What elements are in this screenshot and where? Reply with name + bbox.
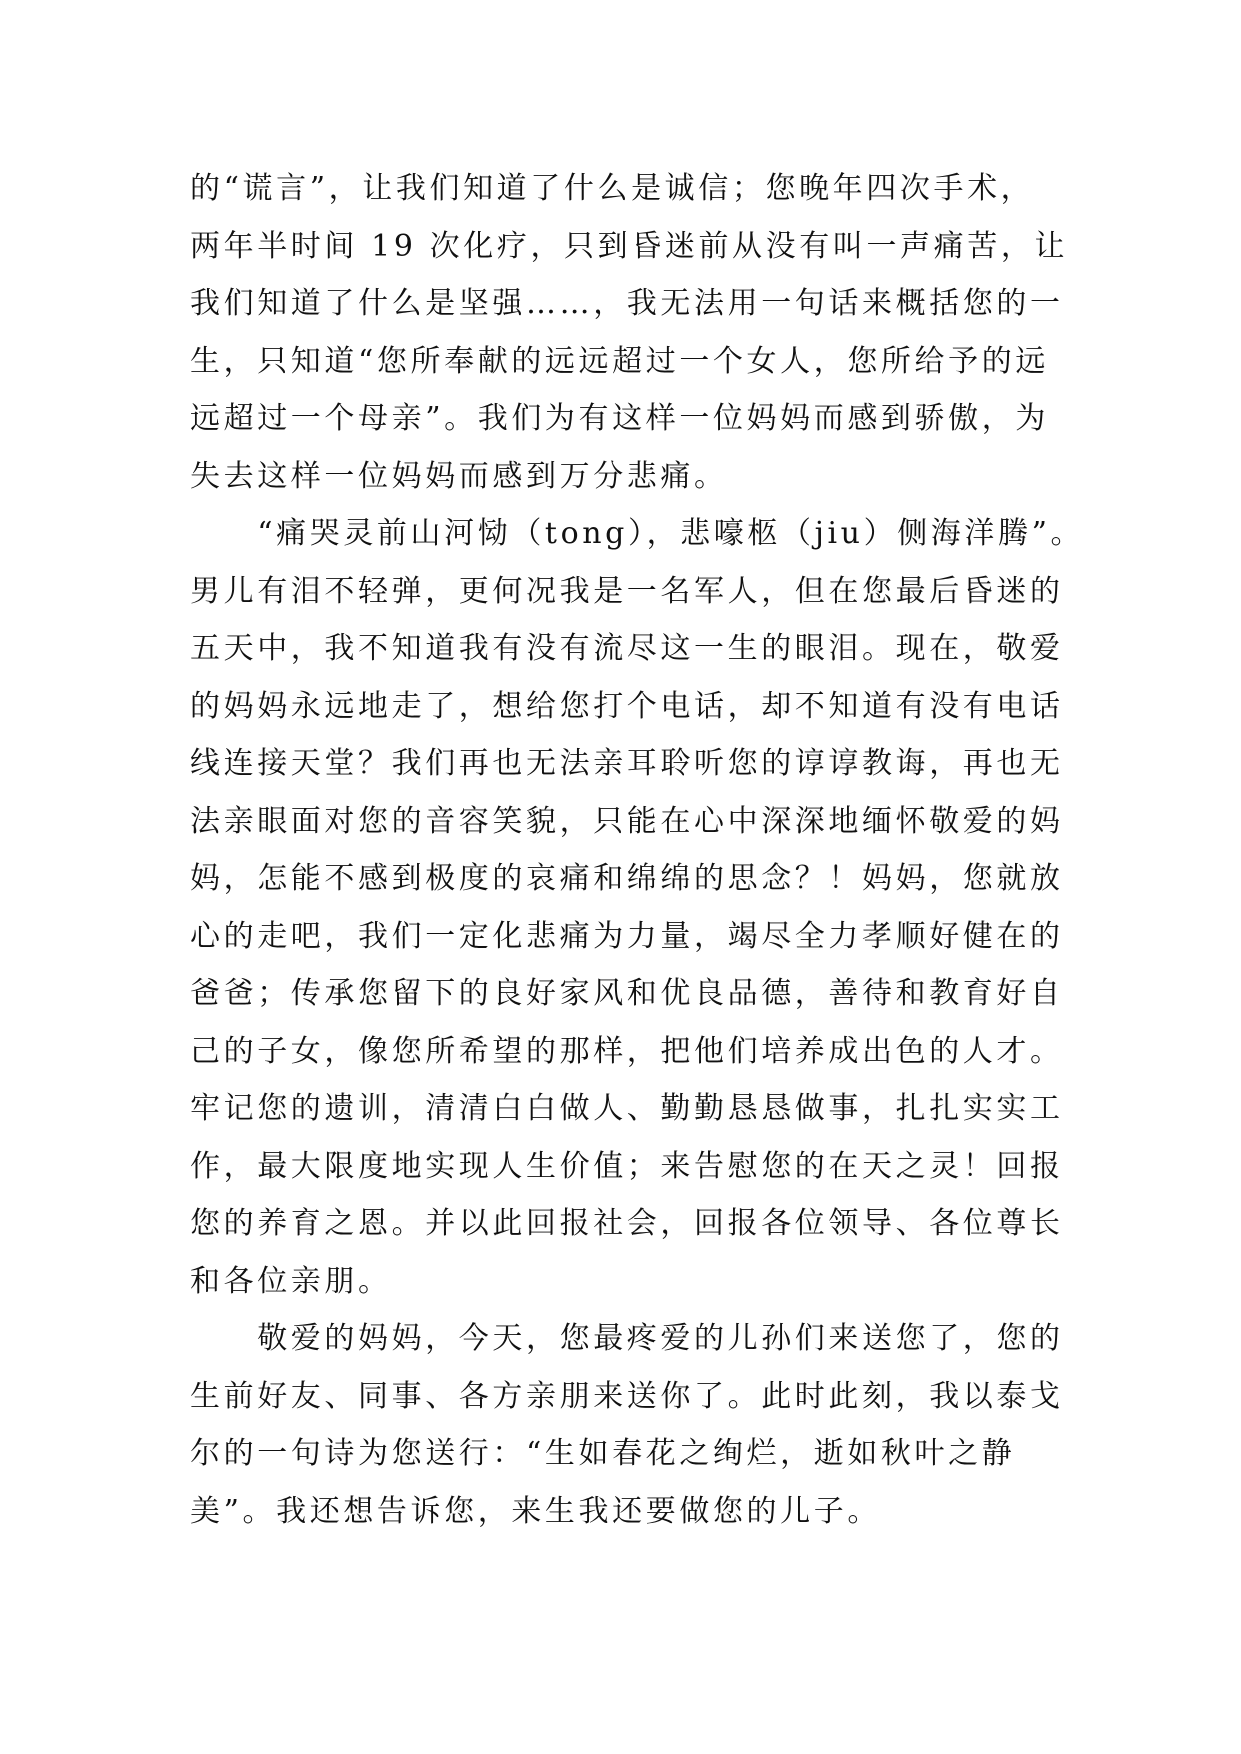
text-line: 法亲眼面对您的音容笑貌，只能在心中深深地缅怀敬爱的妈 [190, 803, 1064, 839]
text-line: “痛哭灵前山河恸（tong），悲嚎柩（jiu）侧海洋腾”。 [190, 516, 1085, 551]
body-text [190, 160, 1085, 1540]
text-line: 男儿有泪不轻弹，更何况我是一名军人，但在您最后昏迷的 [190, 573, 1064, 609]
text-line: 我们知道了什么是坚强……，我无法用一句话来概括您的一 [190, 286, 1064, 321]
text-line: 您的养育之恩。并以此回报社会，回报各位领导、各位尊长 [190, 1206, 1064, 1241]
text-line: 的妈妈永远地走了，想给您打个电话，却不知道有没有电话 [190, 688, 1064, 724]
text-line: 牢记您的遗训，清清白白做人、勤勤恳恳做事，扎扎实实工 [190, 1091, 1064, 1126]
text-line: 妈，怎能不感到极度的哀痛和绵绵的思念？！妈妈，您就放 [190, 861, 1064, 896]
text-line: 己的子女，像您所希望的那样，把他们培养成出色的人才。 [190, 1033, 1064, 1069]
text-line: 远超过一个母亲”。我们为有这样一位妈妈而感到骄傲，为 [190, 401, 1049, 436]
text-line: 爸爸；传承您留下的良好家风和优良品德，善待和教育好自 [190, 976, 1064, 1011]
text-line: 敬爱的妈妈，今天，您最疼爱的儿孙们来送您了，您的 [190, 1321, 1064, 1356]
text-line: 尔的一句诗为您送行：“生如春花之绚烂，逝如秋叶之静 [190, 1436, 1016, 1471]
text-line: 线连接天堂？我们再也无法亲耳聆听您的谆谆教诲，再也无 [190, 746, 1064, 781]
text-line: 生，只知道“您所奉献的远远超过一个女人，您所给予的远 [190, 343, 1049, 379]
text-line: 生前好友、同事、各方亲朋来送你了。此时此刻，我以泰戈 [190, 1378, 1064, 1414]
text-line: 失去这样一位妈妈而感到万分悲痛。 [190, 458, 728, 494]
text-line: 和各位亲朋。 [190, 1263, 392, 1299]
text-line: 的“谎言”，让我们知道了什么是诚信；您晚年四次手术， [190, 171, 1035, 206]
text-line: 美”。我还想告诉您，来生我还要做您的儿子。 [190, 1493, 881, 1529]
text-line: 五天中，我不知道我有没有流尽这一生的眼泪。现在，敬爱 [190, 631, 1064, 666]
text-line: 作，最大限度地实现人生价值；来告慰您的在天之灵！回报 [190, 1148, 1064, 1184]
text-line: 两年半时间 19 次化疗，只到昏迷前从没有叫一声痛苦，让 [190, 228, 1069, 264]
text-line: 心的走吧，我们一定化悲痛为力量，竭尽全力孝顺好健在的 [190, 918, 1064, 954]
